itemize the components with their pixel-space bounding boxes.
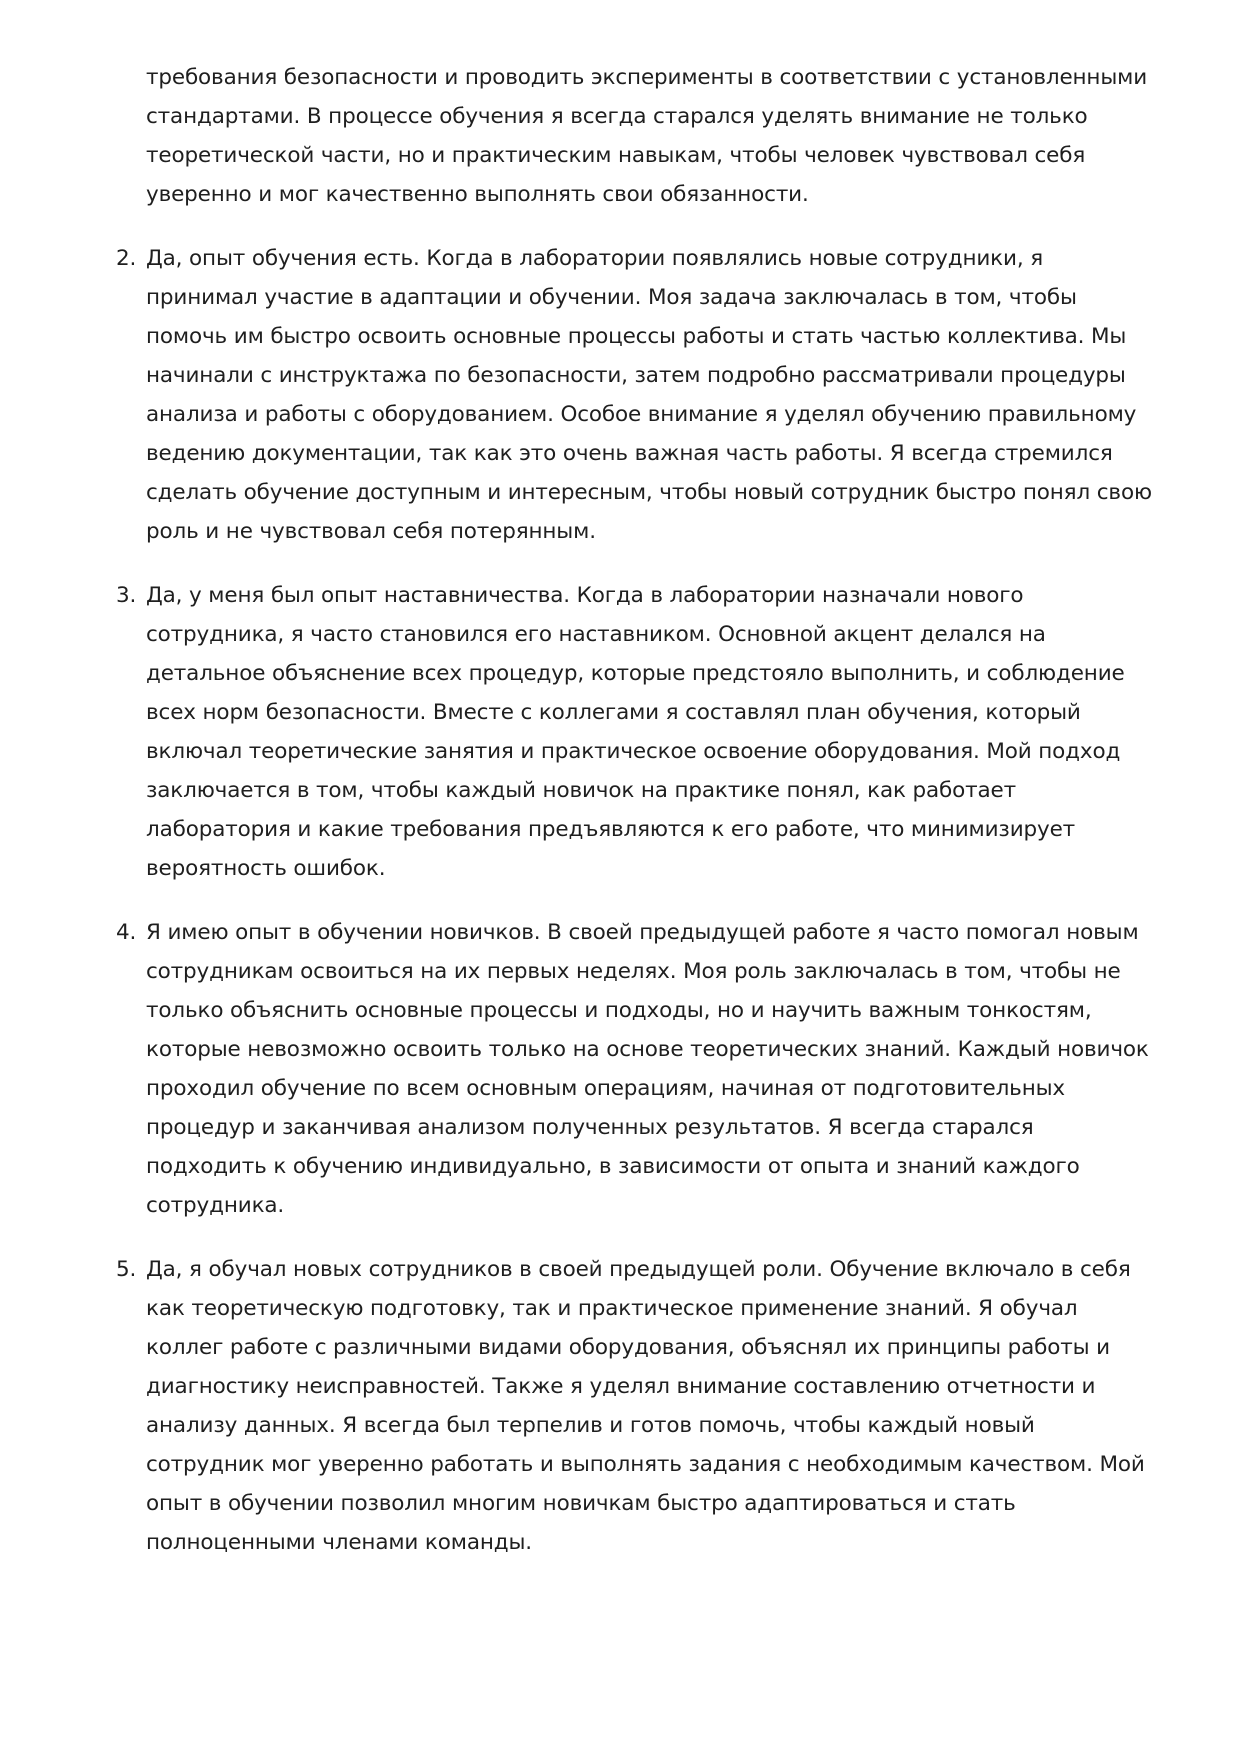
list-item-number: 5. (116, 1257, 137, 1282)
list-item-text: Да, я обучал новых сотрудников в своей предыдущей роли. Обучение включало в себя как теоретическую подготовку, так и практическое применение знаний. Я обучал коллег работе с различными видами оборудования, объяснял их принципы работы и диагностику неисправностей. Также я уделял внимание составлению отчетности и анализу данных. Я всегда был терпелив и готов помочь, чтобы каждый новый сотрудник мог уверенно работать и выполнять задания с необходимым качеством. Мой опыт в обучении позволил многим новичкам быстро адаптироваться и стать полноценными членами команды. (146, 1257, 1145, 1555)
list-item-text: Да, опыт обучения есть. Когда в лаборатории появлялись новые сотрудники, я принимал участие в адаптации и обучении. Моя задача заключалась в том, чтобы помочь им быстро освоить основные процессы работы и стать частью коллектива. Мы начинали с инструктажа по безопасности, затем подробно рассматривали процедуры анализа и работы с оборудованием. Особое внимание я уделял обучению правильному ведению документации, так как это очень важная часть работы. Я всегда стремился сделать обучение доступным и интересным, чтобы новый сотрудник быстро понял свою роль и не чувствовал себя потерянным. (146, 246, 1152, 544)
list-item-5 (116, 1250, 1156, 1562)
list-item-text: Да, у меня был опыт наставничества. Когда в лаборатории назначали нового сотрудника, я часто становился его наставником. Основной акцент делался на детальное объяснение всех процедур, которые предстояло выполнить, и соблюдение всех норм безопасности. Вместе с коллегами я составлял план обучения, который включал теоретические занятия и практическое освоение оборудования. Мой подход заключается в том, чтобы каждый новичок на практике понял, как работает лаборатория и какие требования предъявляются к его работе, что минимизирует вероятность ошибок. (146, 583, 1125, 881)
list-item-2 (116, 239, 1156, 551)
list-item-number: 4. (116, 920, 137, 945)
list-item-3 (116, 576, 1156, 888)
document-body (116, 58, 1156, 1562)
list-item-text: Я имею опыт в обучении новичков. В своей предыдущей работе я часто помогал новым сотрудникам освоиться на их первых неделях. Моя роль заключалась в том, чтобы не только объяснить основные процессы и подходы, но и научить важным тонкостям, которые невозможно освоить только на основе теоретических знаний. Каждый новичок проходил обучение по всем основным операциям, начиная от подготовительных процедур и заканчивая анализом полученных результатов. Я всегда старался подходить к обучению индивидуально, в зависимости от опыта и знаний каждого сотрудника. (146, 920, 1149, 1218)
list-item-4 (116, 913, 1156, 1225)
intro-paragraph: требования безопасности и проводить эксперименты в соответствии с установленными стандартами. В процессе обучения я всегда старался уделять внимание не только теоретической части, но и практическим навыкам, чтобы человек чувствовал себя уверенно и мог качественно выполнять свои обязанности. (146, 65, 1148, 207)
answer-list (116, 239, 1156, 1562)
list-item-number: 2. (116, 246, 137, 271)
list-item-number: 3. (116, 583, 137, 608)
